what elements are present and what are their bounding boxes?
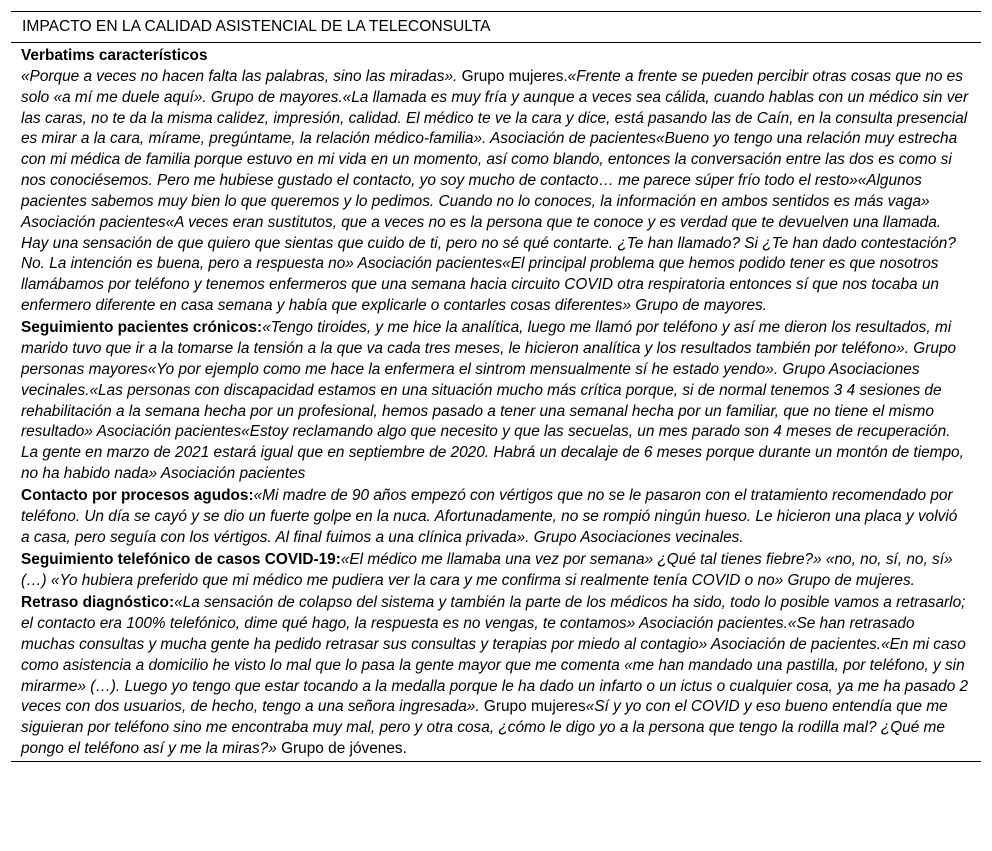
section-acute-contact bbox=[21, 486, 970, 549]
section-diagnostic-delay bbox=[21, 593, 970, 760]
section-verbatims bbox=[21, 46, 970, 317]
section-heading: Contacto por procesos agudos: bbox=[21, 487, 254, 505]
section-heading: Retraso diagnóstico: bbox=[21, 594, 175, 612]
table-title: IMPACTO EN LA CALIDAD ASISTENCIAL DE LA TELECONSULTA bbox=[22, 18, 491, 35]
table-bottom-rule bbox=[11, 761, 981, 762]
section-heading: Seguimiento telefónico de casos COVID-19: bbox=[21, 551, 341, 569]
section-text: «El médico me llamaba una vez por semana» ¿Qué tal tienes fiebre?» «no, no, sí, no, sí» (…) «Yo hubiera preferido que mi médico me pudiera ver la cara y me confirma si realmente tenía COVID o no» Grupo de mujeres. bbox=[21, 551, 953, 589]
section-source: Grupo mujeres. bbox=[457, 67, 568, 85]
section-heading: Seguimiento pacientes crónicos: bbox=[21, 319, 263, 337]
section-text: «Porque a veces no hacen falta las palabras, sino las miradas». bbox=[21, 67, 458, 85]
section-covid-followup bbox=[21, 550, 970, 592]
section-source: Grupo mujeres bbox=[479, 698, 586, 716]
section-heading: Verbatims característicos bbox=[21, 47, 208, 64]
verbatims-table bbox=[11, 11, 981, 762]
section-text: «La sensación de colapso del sistema y también la parte de los médicos ha sido, todo lo posible vamos a retrasarlo; el contacto era 100% telefónico, dime qué hago, la respuesta es no vengas, te contamos» Asociación pacientes.«Se han retrasado muchas consultas y mucha gente ha pedido retrasar sus consultas y terapias por miedo al contagio» Asociación de pacientes.«En mi caso como asistencia a domicilio he visto lo mal que lo pasa la gente mayor que me comenta «me han mandado una pastilla, por teléfono, y sin mirarme» (…). Luego yo tengo que estar tocando a la medalla porque le ha dado un infarto o un ictus o cualquier cosa, ya me ha pasado 2 veces con dos usuarios, de hecho, tengo a una señora ingresada». bbox=[21, 594, 969, 716]
section-text: «Mi madre de 90 años empezó con vértigos que no se le pasaron con el tratamiento recomendado por teléfono. Un día se cayó y se dio un fuerte golpe en la nuca. Afortunadamente, no se rompió ningún hueso. Le hicieron una placa y volvió a casa, pero seguía con los vértigos. Al final fuimos a una clínica privada». Grupo Asociaciones vecinales. bbox=[21, 487, 958, 546]
section-text: «Frente a frente se pueden percibir otras cosas que no es solo «a mí me duele aquí». Grupo de mayores.«La llamada es muy fría y aunque a veces sea cálida, cuando hablas con un médico sin ver las caras, no te da la misma calidez, impresión, calidad. El médico te ve la cara y dice, está pasando las de Caín, en la consulta presencial es mirar a la cara, mírame, pregúntame, la relación médico-familia». Asociación de pacientes«Bueno yo tengo una relación muy estrecha con mi médica de familia porque estuvo en mi vida en un momento, así como blando, entonces la conversación entre las dos es como si nos conociésemos. Pero me hubiese gustado el contacto, yo soy mucho de contacto… me parece súper frío todo el resto»«Algunos pacientes sabemos muy bien lo que queremos y lo pedimos. Cuando no lo conoces, la información en ambos sentidos es más vaga» Asociación pacientes«A veces eran sustitutos, que a veces no es la persona que te conoce y es verdad que te devuelven una llamada. Hay una sensación de que quiero que sientas que cuido de ti, pero no sé qué contarte. ¿Te han llamado? Si ¿Te han dado contestación? No. La intención es buena, pero a respuesta no» Asociación pacientes«El principal problema que hemos podido tener es que nosotros llamábamos por teléfono y tenemos enfermeros que una semana hacia circuito COVID otra respiratoria entonces sí que nos tocaba un enfermero diferente en casa semana y había que explicarle o contarles cosas diferentes» Grupo de mayores. bbox=[21, 67, 969, 315]
section-text: «Sí y yo con el COVID y eso bueno entendía que me siguieran por teléfono sino me encontraba muy mal, pero y otra cosa, ¿cómo le digo yo a la persona que tengo la rodilla mal? ¿Qué me pongo el teléfono así y me la miras?» bbox=[21, 698, 948, 758]
section-source: Grupo de jóvenes. bbox=[276, 740, 407, 758]
section-chronic-followup bbox=[21, 318, 970, 485]
section-text: «Tengo tiroides, y me hice la analítica, luego me llamó por teléfono y así me dieron los resultados, mi marido tuvo que ir a la tomarse la tensión a la que va cada tres meses, le hicieron analítica y los resultados también por teléfono». Grupo personas mayores«Yo por ejemplo como me hace la enfermera el sintrom mensualmente sí he estado yendo». Grupo Asociaciones vecinales.«Las personas con discapacidad estamos en una situación mucho más crítica porque, si de normal tenemos 3 4 sesiones de rehabilitación a la semana hecha por un profesional, hemos pasado a tener una semanal hecha por un familiar, que no tiene el mismo resultado» Asociación pacientes«Estoy reclamando algo que necesito y que las secuelas, un mes parado son 4 meses de recuperación. La gente en marzo de 2021 estará igual que en septiembre de 2020. Habrá un decalaje de 6 meses porque durante un montón de tiempo, no ha habido nada» Asociación pacientes bbox=[21, 319, 964, 483]
table-body bbox=[11, 43, 981, 761]
